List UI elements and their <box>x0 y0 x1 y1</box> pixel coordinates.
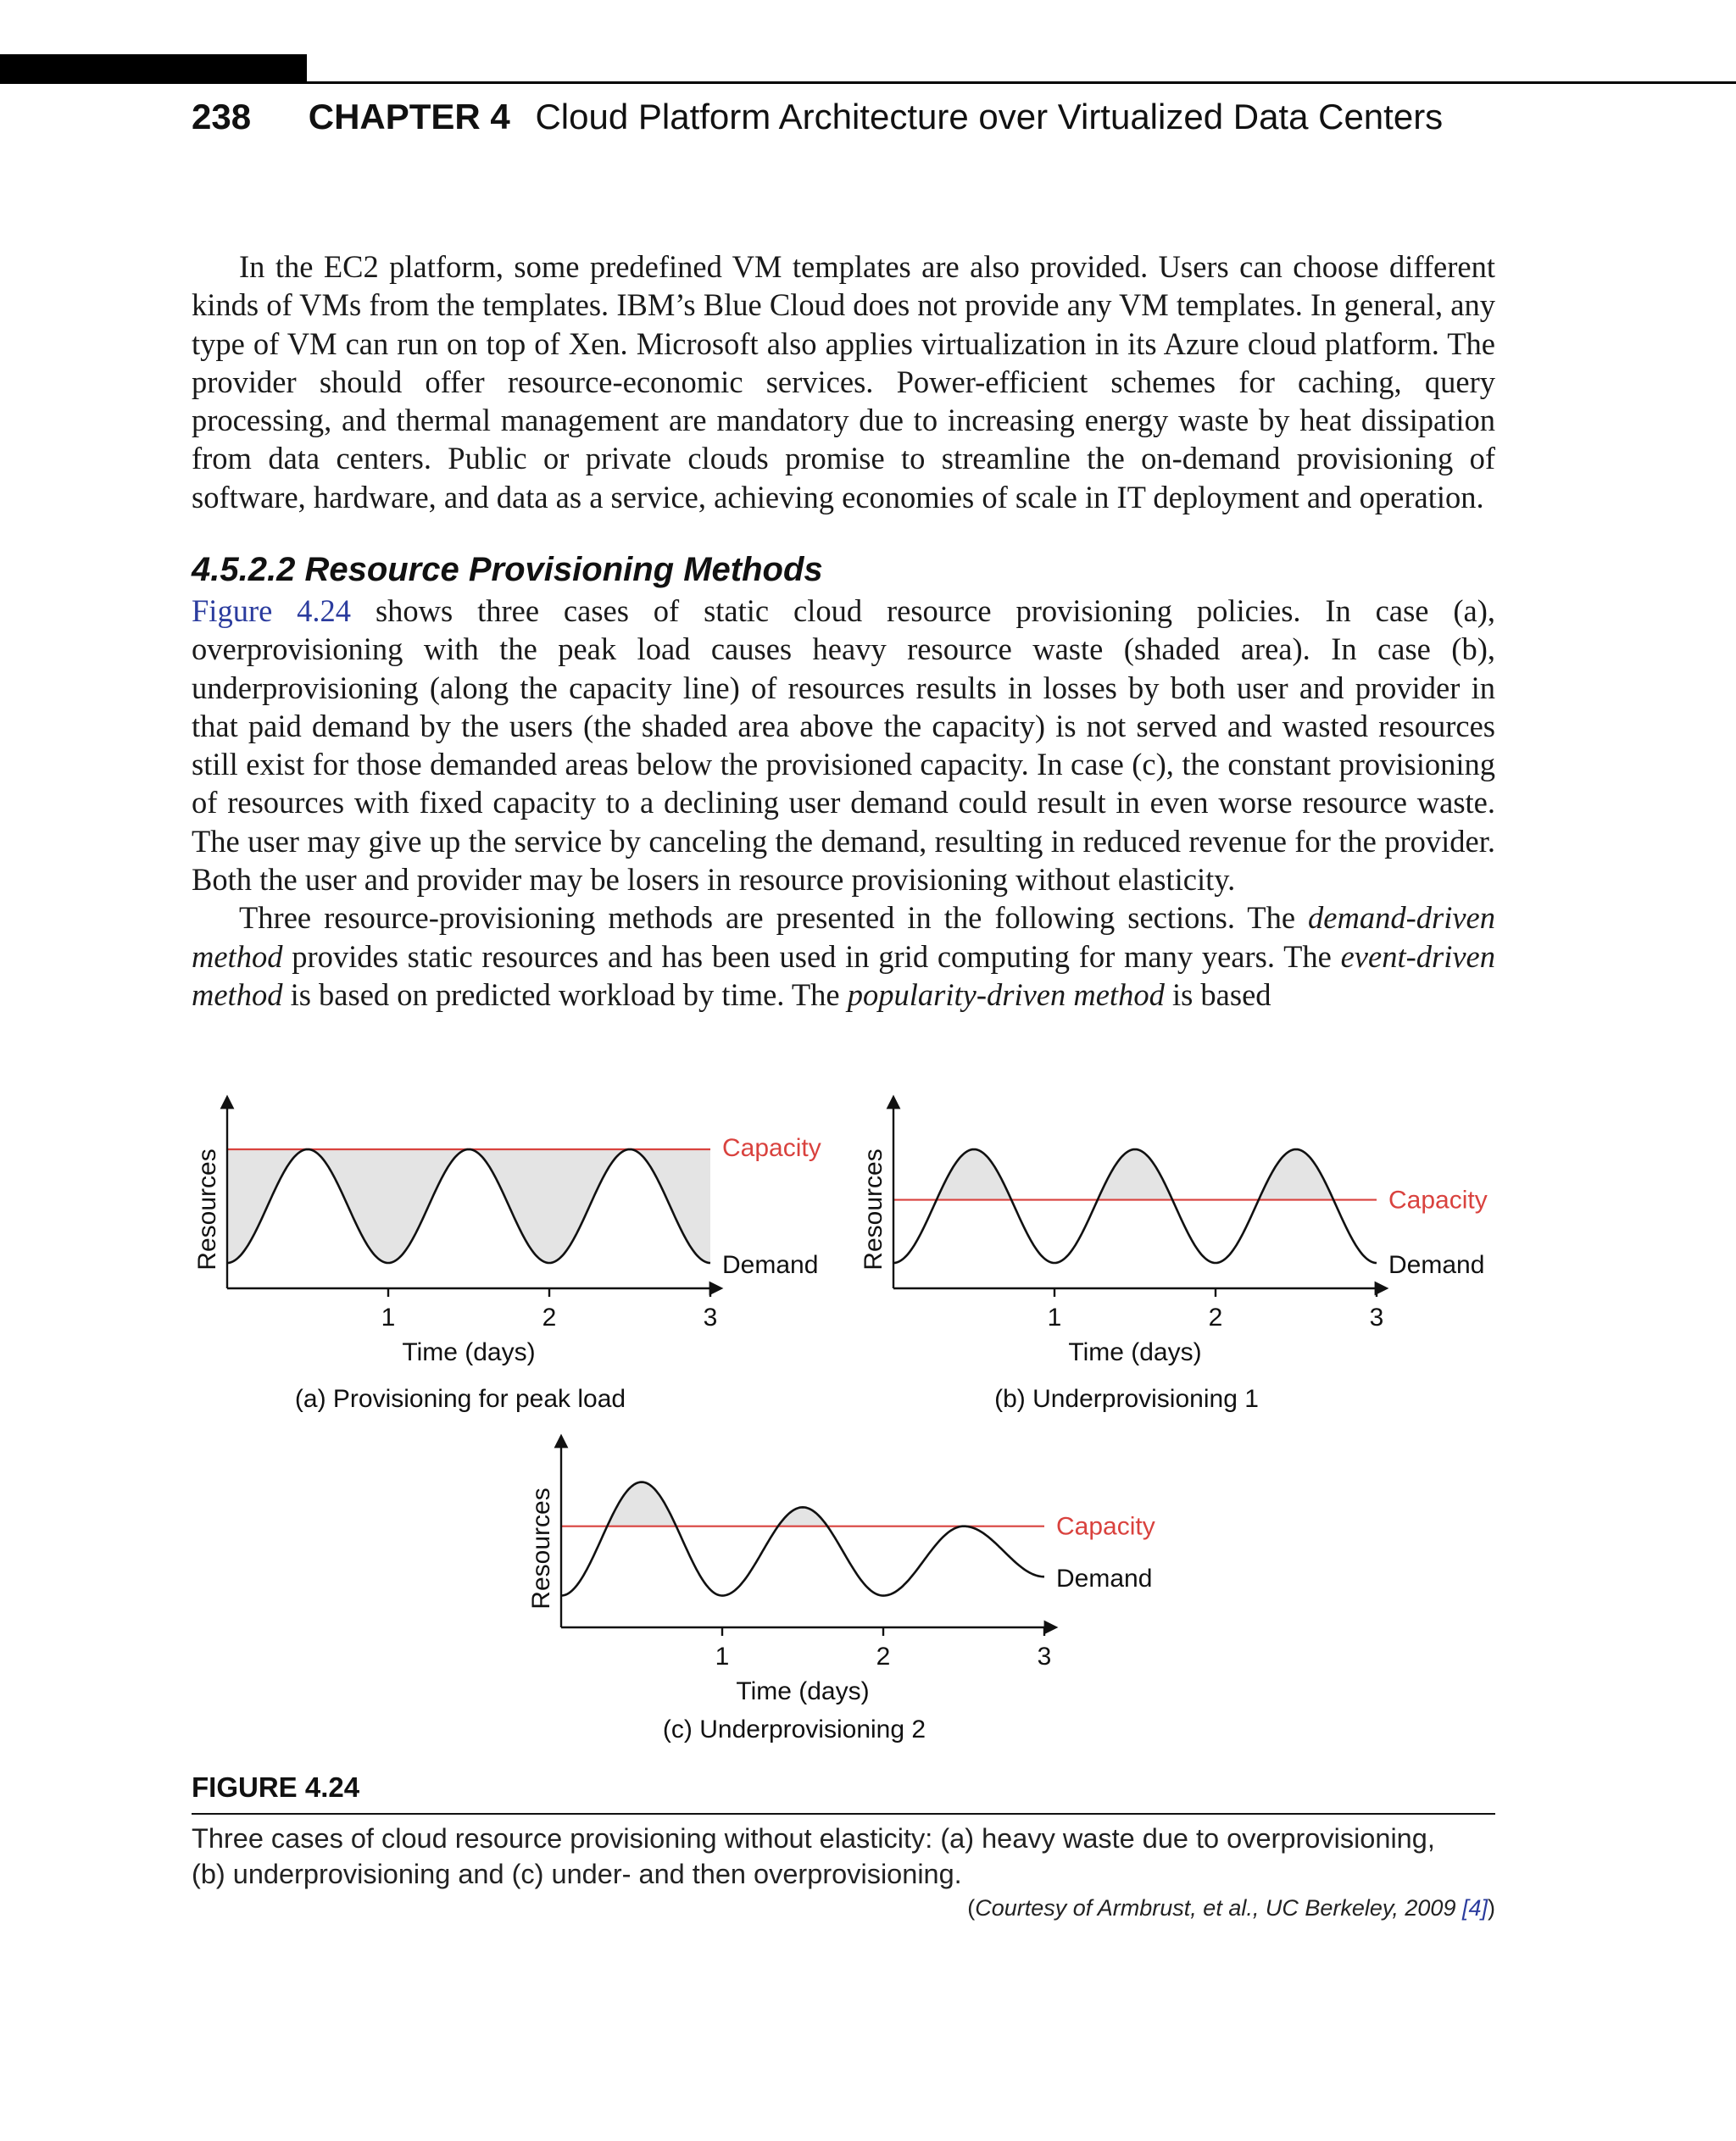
methods-text-4: is based <box>1164 976 1271 1012</box>
demand-label: Demand <box>1056 1565 1153 1593</box>
figure-caption-line-2: (b) underprovisioning and (c) under- and then overprovisioning. <box>192 1859 962 1889</box>
x-tick-label: 3 <box>1037 1643 1052 1671</box>
chart-panel-a <box>193 1102 821 1413</box>
chapter-title: Cloud Platform Architecture over Virtualized Data Centers <box>535 97 1444 136</box>
paragraph-static-provisioning-text: shows three cases of static cloud resource provisioning policies. In case (a), overprovisioning with the peak load causes heavy resource waste (shaded area). In case (b), underprovisioning (along the capacity line) of resources results in losses by both user and provider in that paid demand by the users (the shaded area above the capacity) is not served and wasted resources still exist for those demanded areas below the provisioned capacity. In case (c), the constant provisioning of resources with fixed capacity to a declining user demand could result in even worse resource waste. The user may give up the service by canceling the demand, resulting in reduced revenue for the provider. Both the user and provider may be losers in resource provisioning without elasticity. <box>192 593 1495 898</box>
paragraph-static-provisioning <box>192 592 1495 898</box>
y-axis-label: Resources <box>193 1148 221 1271</box>
methods-text-2: provides static resources and has been used in grid computing for many years. The <box>282 938 1341 974</box>
section-heading: 4.5.2.2 Resource Provisioning Methods <box>192 551 823 588</box>
unserved-shaded-area <box>893 1149 1377 1263</box>
x-axis-label: Time (days) <box>1068 1338 1202 1366</box>
body-text-top <box>192 247 1495 516</box>
x-tick-label: 1 <box>381 1304 396 1332</box>
header-thin-rule <box>0 81 1736 84</box>
x-tick-label: 1 <box>715 1643 730 1671</box>
demand-label: Demand <box>1388 1251 1485 1279</box>
chart-panel-b <box>860 1102 1488 1413</box>
waste-shaded-area <box>227 1149 710 1263</box>
term-popularity-driven: popularity-driven method <box>847 976 1165 1012</box>
figure-caption-rule <box>192 1813 1495 1815</box>
demand-label: Demand <box>722 1251 819 1279</box>
y-axis-label: Resources <box>527 1488 555 1610</box>
figure-credit <box>967 1895 1495 1921</box>
figure-link[interactable]: Figure 4.24 <box>192 593 352 628</box>
x-tick-label: 2 <box>1208 1304 1223 1332</box>
x-tick-label: 1 <box>1047 1304 1062 1332</box>
credit-reference-link[interactable]: [4] <box>1461 1895 1488 1921</box>
figure-4-24 <box>0 1085 1736 1763</box>
capacity-label: Capacity <box>722 1134 821 1162</box>
paragraph-ec2: In the EC2 platform, some predefined VM templates are also provided. Users can choose different kinds of VMs from the templates. IBM’s Blue Cloud does not provide any VM templates. In general, any type of VM can run on top of Xen. Microsoft also applies virtualization in its Azure cloud platform. The provider should offer resource-economic services. Power-efficient schemes for caching, query processing, and thermal management are mandatory due to increasing energy waste by heat dissipation from data centers. Public or private clouds promise to streamline the on-demand provisioning of software, hardware, and data as a service, achieving economies of scale in IT deployment and operation. <box>192 249 1495 514</box>
capacity-label: Capacity <box>1388 1186 1488 1215</box>
credit-close-paren: ) <box>1488 1895 1495 1921</box>
figure-label: FIGURE 4.24 <box>192 1771 360 1803</box>
page-number: 238 <box>192 97 252 136</box>
header-thick-rule <box>0 54 307 83</box>
panel-title: (a) Provisioning for peak load <box>294 1385 626 1413</box>
term-demand-driven: demand-driven method <box>192 900 1495 974</box>
x-axis-label: Time (days) <box>402 1338 536 1366</box>
panel-title: (c) Underprovisioning 2 <box>662 1716 926 1743</box>
body-text-provisioning <box>192 592 1495 1014</box>
y-axis-label: Resources <box>860 1148 887 1271</box>
chapter-label: CHAPTER 4 <box>308 97 510 136</box>
methods-text-3: is based on predicted workload by time. The <box>282 976 848 1012</box>
demand-line <box>227 1149 710 1263</box>
panel-title: (b) Underprovisioning 1 <box>994 1385 1259 1413</box>
figure-caption-line-1: Three cases of cloud resource provisioning without elasticity: (a) heavy waste due to overprovisioning, <box>192 1823 1435 1854</box>
credit-open-paren: ( <box>967 1895 976 1921</box>
x-tick-label: 2 <box>542 1304 557 1332</box>
paragraph-methods <box>192 898 1495 1014</box>
figure-caption <box>192 1821 1495 1892</box>
chart-panel-c <box>527 1441 1155 1743</box>
x-tick-label: 2 <box>876 1643 891 1671</box>
running-header <box>192 92 1443 142</box>
term-event-driven: event-driven method <box>192 938 1495 1012</box>
x-axis-label: Time (days) <box>736 1677 870 1705</box>
capacity-label: Capacity <box>1056 1512 1155 1541</box>
methods-text-1: Three resource-provisioning methods are presented in the following sections. The <box>239 900 1309 936</box>
x-tick-label: 3 <box>1369 1304 1384 1332</box>
x-tick-label: 3 <box>703 1304 718 1332</box>
unserved-shaded-area <box>561 1482 1044 1596</box>
credit-text: Courtesy of Armbrust, et al., UC Berkeley, 2009 <box>975 1895 1462 1921</box>
